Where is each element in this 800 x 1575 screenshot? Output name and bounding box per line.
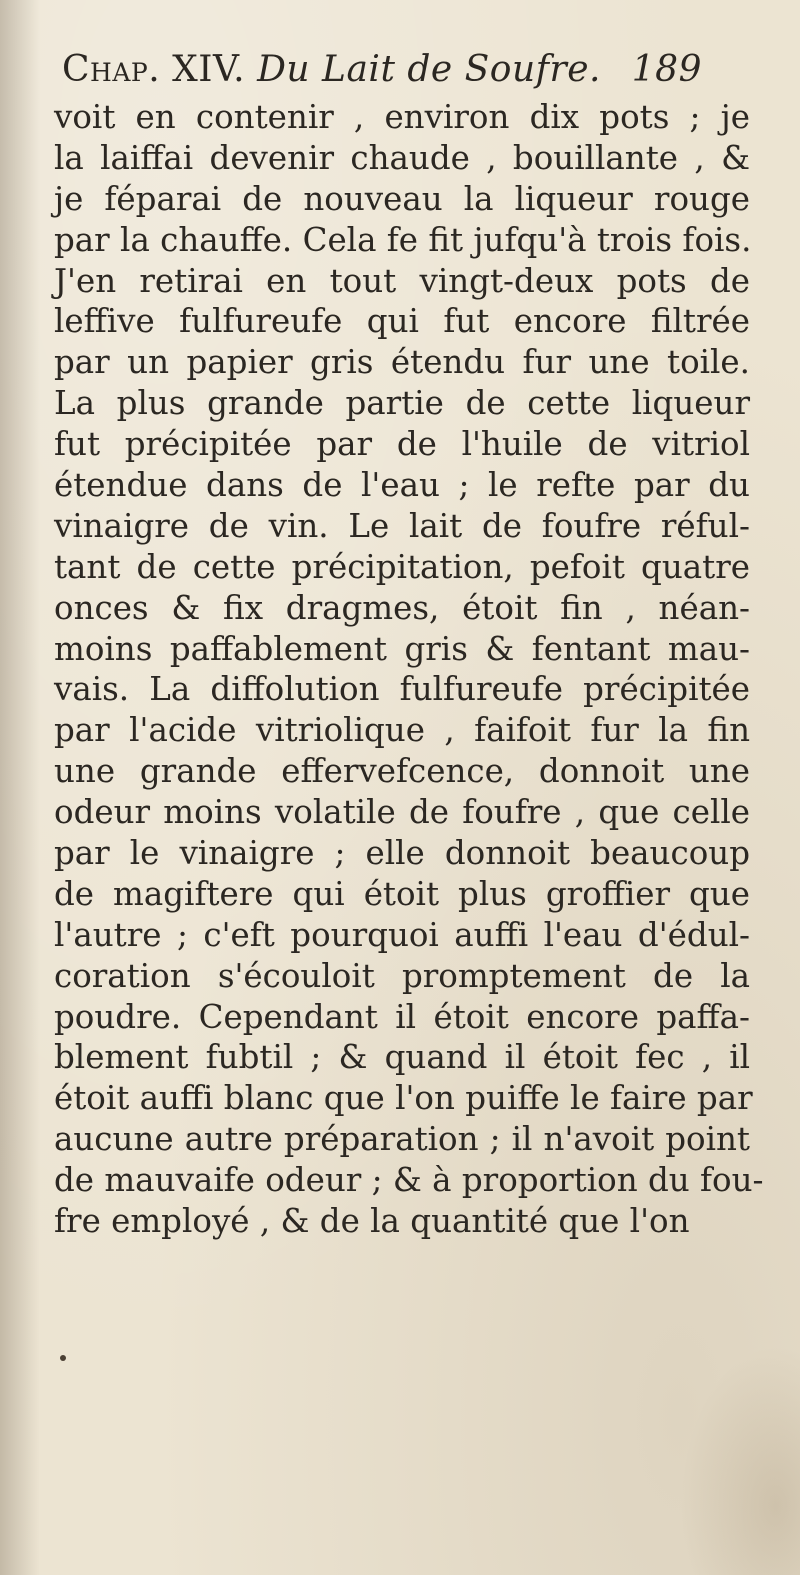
text-line: vinaigre de vin. Le lait de foufre réful-: [54, 506, 750, 545]
text-line: La plus grande partie de cette liqueur: [54, 384, 750, 423]
text-line: par l'acide vitriolique , faifoit fur la fin: [54, 711, 750, 750]
text-line: J'en retirai en tout vingt-deux pots de: [54, 261, 750, 300]
text-line: la laiffai devenir chaude , bouillante , &: [54, 138, 750, 177]
text-line: étendue dans de l'eau ; le refte par du: [54, 466, 750, 505]
text-line: une grande effervefcence, donnoit une: [54, 752, 750, 791]
text-line: moins paffablement gris & fentant mau-: [54, 629, 750, 668]
text-line: par la chauffe. Cela fe fit jufqu'à trois fois.: [54, 220, 752, 259]
text-line: par un papier gris étendu fur une toile.: [54, 343, 750, 382]
text-line: aucune autre préparation ; il n'avoit point: [54, 1120, 750, 1159]
text-line: coration s'écouloit promptement de la: [54, 956, 750, 995]
running-head: [62, 44, 702, 96]
chapter-title: Du Lait de Soufre.: [257, 49, 601, 90]
text-line: par le vinaigre ; elle donnoit beaucoup: [54, 834, 750, 873]
text-line: blement fubtil ; & quand il étoit fec , il: [54, 1038, 750, 1077]
text-line: je féparai de nouveau la liqueur rouge: [54, 179, 750, 218]
text-line: l'autre ; c'eft pourquoi auffi l'eau d'édul-: [54, 915, 750, 954]
text-line: de magiftere qui étoit plus groffier que: [54, 874, 750, 913]
text-line: étoit auffi blanc que l'on puiffe le faire par: [54, 1079, 753, 1118]
text-line: poudre. Cependant il étoit encore paffa-: [54, 997, 750, 1036]
ink-speck: [60, 1355, 66, 1361]
paper-stain: [680, 1345, 800, 1575]
text-line: tant de cette précipitation, pefoit quatre: [54, 547, 750, 586]
text-line: onces & fix dragmes, étoit fin , néan-: [54, 588, 750, 627]
gutter-shadow: [0, 0, 40, 1575]
text-line: fut précipitée par de l'huile de vitriol: [54, 425, 750, 464]
chapter-label: Chap. XIV.: [62, 49, 246, 90]
text-line: fre employé , & de la quantité que l'on: [54, 1202, 690, 1241]
text-line: odeur moins volatile de foufre , que celle: [54, 793, 750, 832]
body-text: [54, 97, 764, 1242]
text-line: leffive fulfureufe qui fut encore filtrée: [54, 302, 750, 341]
text-line: vais. La diffolution fulfureufe précipitée: [54, 670, 750, 709]
page-number: 189: [631, 49, 702, 90]
text-line: de mauvaife odeur ; & à proportion du fou-: [54, 1161, 764, 1200]
text-line: voit en contenir , environ dix pots ; je: [54, 98, 750, 136]
